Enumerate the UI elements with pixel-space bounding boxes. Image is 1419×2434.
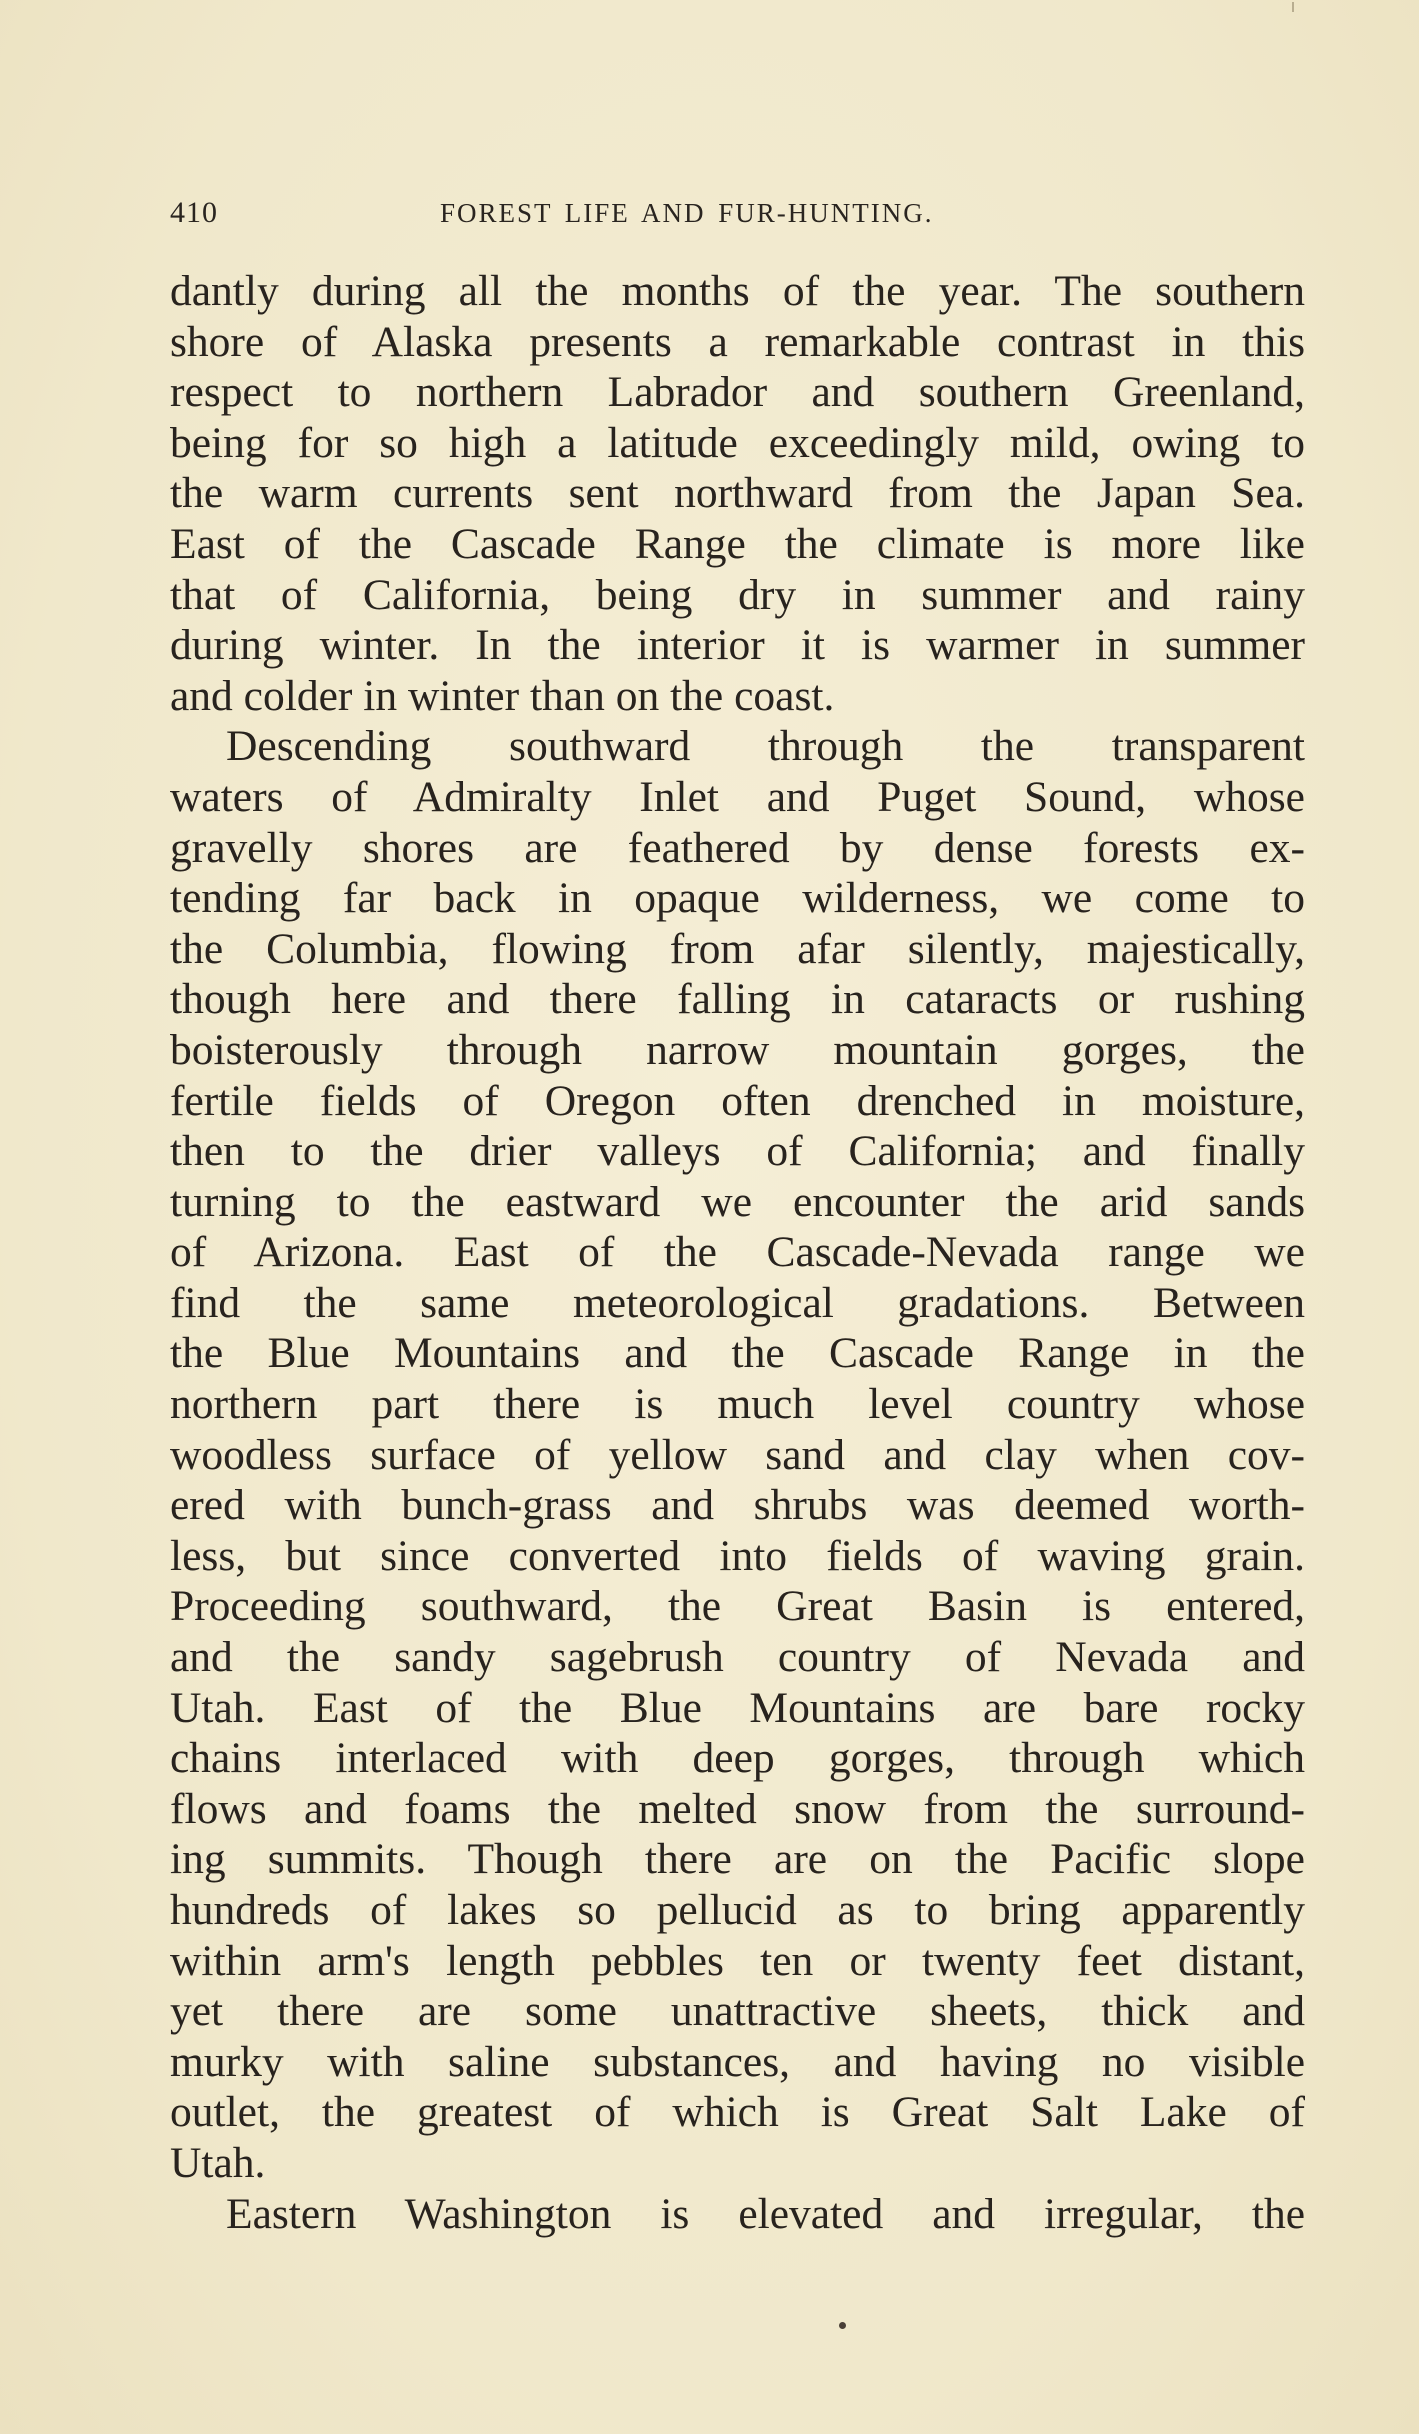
text-line: waters of Admiralty Inlet and Puget Sound, whose	[170, 772, 1305, 821]
text-line: hundreds of lakes so pellucid as to bring apparently	[170, 1886, 1305, 1934]
text-line: being for so high a latitude exceedingly mild, owing to	[170, 418, 1305, 467]
text-line: then to the drier valleys of California; and finally	[170, 1127, 1305, 1176]
text-line: boisterously through narrow mountain gorges, the	[170, 1025, 1305, 1074]
text-line: respect to northern Labrador and southern Greenland,	[170, 368, 1305, 417]
text-line: Utah. East of the Blue Mountains are bare rocky	[170, 1683, 1305, 1732]
text-line: within arm's length pebbles ten or twenty feet distant,	[170, 1936, 1305, 1985]
text-line: tending far back in opaque wilderness, we come to	[170, 874, 1305, 923]
ink-speck	[839, 2322, 846, 2329]
text-line: gravelly shores are feathered by dense forests ex-	[170, 823, 1305, 872]
text-line: northern part there is much level country whose	[170, 1380, 1305, 1429]
text-line: ing summits. Though there are on the Pacific slope	[170, 1835, 1305, 1884]
text-line: ered with bunch-grass and shrubs was deemed worth-	[170, 1481, 1305, 1530]
text-line: turning to the eastward we encounter the arid sands	[170, 1177, 1305, 1226]
text-line: the Columbia, flowing from afar silently, majestically,	[170, 924, 1305, 973]
text-line: Utah.	[170, 2138, 266, 2187]
text-line: shore of Alaska presents a remarkable contrast in this	[170, 317, 1305, 366]
text-line: murky with saline substances, and having no visible	[170, 2037, 1305, 2086]
text-line: Descending southward through the transparent	[226, 722, 1305, 771]
text-line: woodless surface of yellow sand and clay when cov-	[170, 1430, 1305, 1479]
text-line: though here and there falling in cataracts or rushing	[170, 975, 1305, 1024]
text-line: fertile fields of Oregon often drenched in moisture,	[170, 1076, 1305, 1125]
text-line: of Arizona. East of the Cascade-Nevada range we	[170, 1228, 1305, 1277]
text-line: chains interlaced with deep gorges, through which	[170, 1734, 1305, 1783]
text-line: Proceeding southward, the Great Basin is entered,	[170, 1582, 1305, 1631]
text-line: Eastern Washington is elevated and irregular, the	[226, 2189, 1305, 2238]
body-text	[170, 266, 1305, 2239]
text-line: find the same meteorological gradations. Between	[170, 1278, 1305, 1327]
running-header	[170, 196, 1305, 236]
text-line: that of California, being dry in summer and rainy	[170, 570, 1305, 619]
running-title: FOREST LIFE AND FUR-HUNTING.	[440, 198, 934, 228]
text-line: East of the Cascade Range the climate is more like	[170, 519, 1305, 568]
text-line: during winter. In the interior it is warmer in summer	[170, 621, 1305, 670]
text-line: and the sandy sagebrush country of Nevada and	[170, 1633, 1305, 1682]
text-line: the Blue Mountains and the Cascade Range in the	[170, 1329, 1305, 1378]
text-line: less, but since converted into fields of waving grain.	[170, 1531, 1305, 1580]
page-edge-mark	[1292, 2, 1294, 12]
text-line: the warm currents sent northward from the Japan Sea.	[170, 469, 1305, 518]
page-number: 410	[170, 196, 218, 229]
text-line: yet there are some unattractive sheets, thick and	[170, 1987, 1305, 2036]
text-line: flows and foams the melted snow from the surround-	[170, 1784, 1305, 1833]
text-line: dantly during all the months of the year. The southern	[170, 267, 1305, 315]
text-line: outlet, the greatest of which is Great Salt Lake of	[170, 2088, 1305, 2137]
text-line: and colder in winter than on the coast.	[170, 671, 835, 720]
